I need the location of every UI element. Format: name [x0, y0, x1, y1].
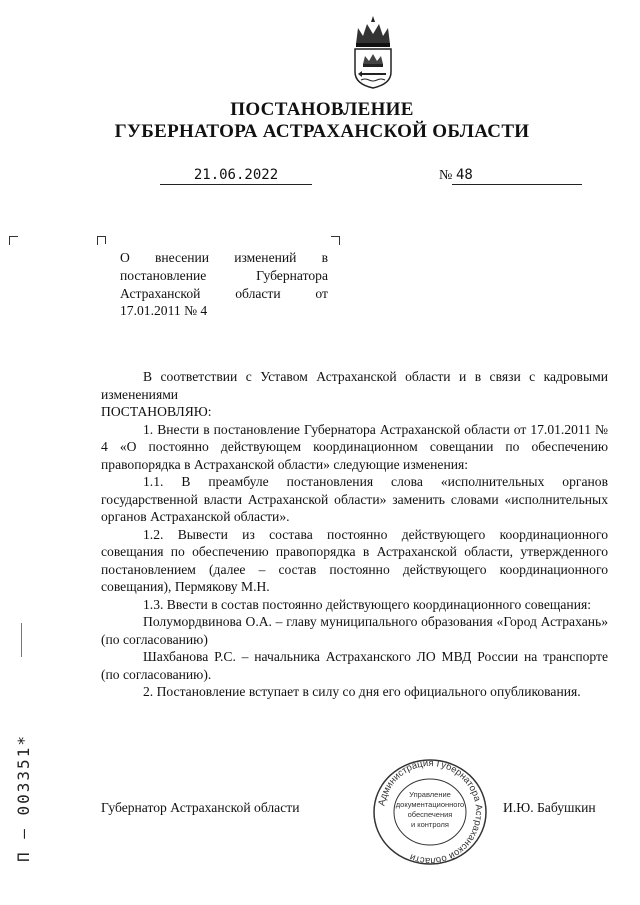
document-title-line1: ПОСТАНОВЛЕНИЕ: [230, 99, 414, 120]
stamp-line-4: и контроля: [410, 820, 450, 829]
signatory-name: И.Ю. Бабушкин: [503, 800, 596, 815]
side-margin-mark: [21, 623, 22, 657]
corner-mark-left: [9, 236, 18, 245]
paragraph-1-1: 1.1. В преамбуле постановления слова «исполнительных органов государственной власти Астраханской области» заменить словами «исполнительных органов Астраханской области».: [101, 474, 608, 524]
coat-of-arms-emblem: [350, 14, 396, 90]
side-registration-code: П – 003351*: [14, 734, 33, 862]
intro-paragraph: В соответствии с Уставом Астраханской области и в связи с кадровыми изменениями: [101, 369, 608, 402]
paragraph-1-2: 1.2. Вывести из состава постоянно действующего координационного совещания по обеспечению правопорядка в Астраханской области, утвержденного постановлением (далее – состав постоянно действующего координационного совещания), Пермякову М.Н.: [101, 526, 608, 594]
number-label: №: [439, 168, 453, 183]
corner-mark-subject-left-inner: [105, 236, 111, 244]
paragraph-1-3: 1.3. Ввести в состав постоянно действующего координационного совещания:: [143, 596, 592, 612]
signatory-role: Губернатор Астраханской области: [101, 800, 300, 815]
person-entry-2: Шахбанова Р.С. – начальника Астраханского ЛО МВД России на транспорте (по согласованию).: [101, 649, 608, 682]
stamp-line-2: документационного: [395, 800, 465, 809]
paragraph-2: 2. Постановление вступает в силу со дня его официального опубликования.: [143, 684, 581, 699]
document-date: 21.06.2022: [160, 166, 312, 185]
document-body: [101, 368, 608, 701]
paragraph-1: 1. Внести в постановление Губернатора Астраханской области от 17.01.2011 № 4 «О постоянно действующем координационном совещании по обеспечению правопорядка в Астраханской области» следующие изменения:: [101, 421, 608, 472]
corner-mark-subject-right: [331, 236, 340, 245]
stamp-line-3: обеспечения: [407, 810, 453, 819]
decree-word: ПОСТАНОВЛЯЮ:: [101, 404, 212, 419]
office-stamp: [368, 757, 492, 867]
person-entry-1: Полумордвинова О.А. – главу муниципального образования «Город Астрахань» (по согласованию): [101, 614, 608, 647]
stamp-line-1: Управление: [409, 790, 451, 799]
document-subject: О внесении изменений в постановление Губернатора Астраханской области от 17.01.2011 № 4: [120, 250, 328, 319]
stamp-ring-text: Администрация Губернатора Астраханской области: [376, 757, 485, 867]
document-number: 48: [452, 166, 582, 185]
document-title-line2: ГУБЕРНАТОРА АСТРАХАНСКОЙ ОБЛАСТИ: [114, 121, 530, 142]
